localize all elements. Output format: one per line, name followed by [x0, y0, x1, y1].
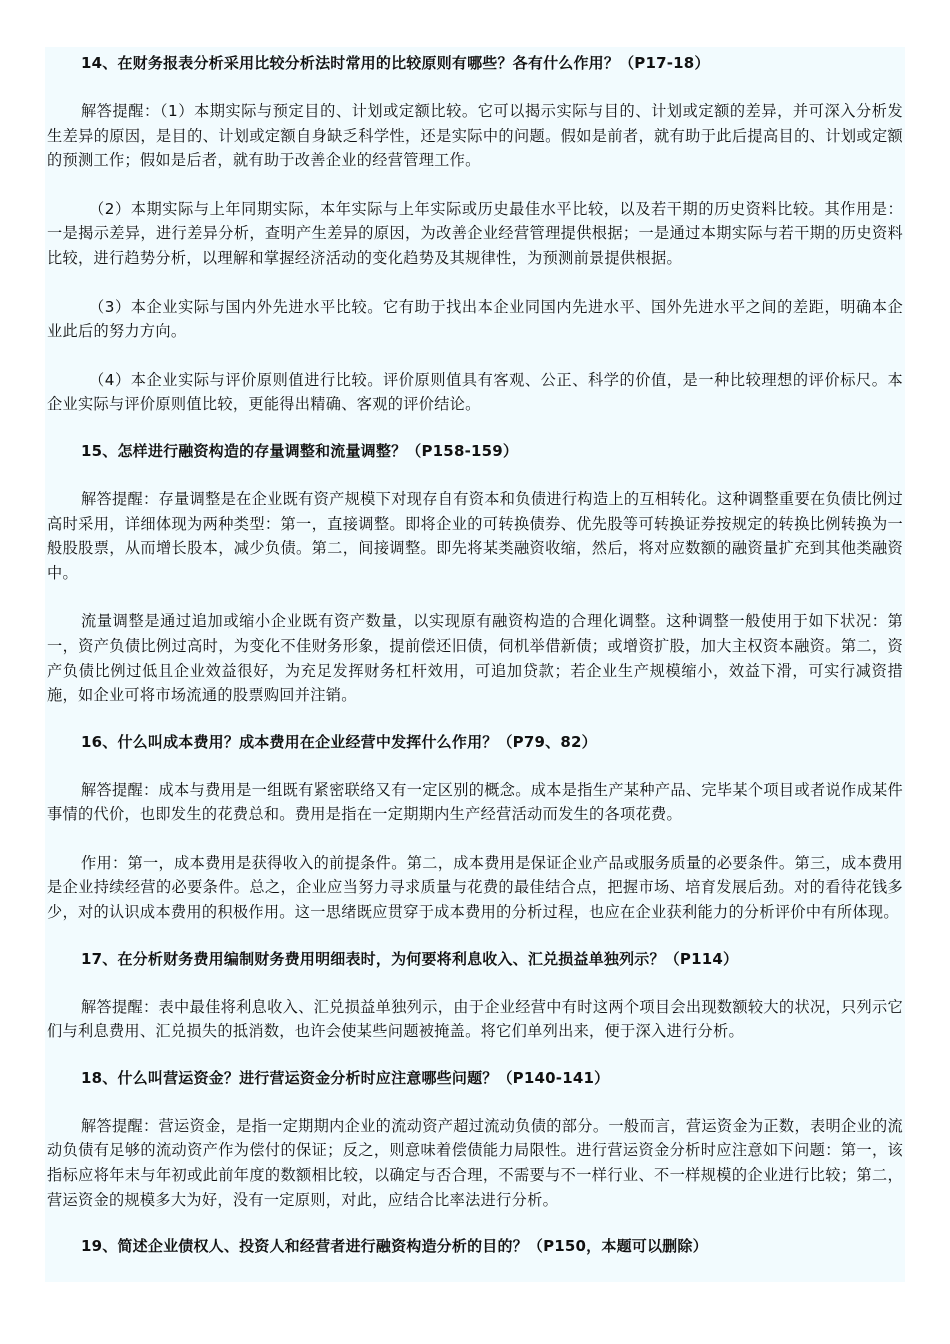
answer-14-paragraph-1: 解答提醒：（1）本期实际与预定目的、计划或定额比较。它可以揭示实际与目的、计划或定额的差异，并可深入分析发生差异的原因，是目的、计划或定额自身缺乏科学性，还是实际中的问题。假如是前者，就有助于此后提高目的、计划或定额的预测工作；假如是后者，就有助于改善企业的经营管理工作。	[47, 102, 903, 170]
question-16-heading: 16、什么叫成本费用？成本费用在企业经营中发挥什么作用？（P79、82）	[81, 732, 597, 751]
answer-16-paragraph-1: 解答提醒：成本与费用是一组既有紧密联络又有一定区别的概念。成本是指生产某种产品、完毕某个项目或者说作成某件事情的代价，也即发生的花费总和。费用是指在一定期期内生产经营活动而发生的各项花费。	[47, 780, 903, 824]
answer-16-paragraph-2: 作用：第一，成本费用是获得收入的前提条件。第二，成本费用是保证企业产品或服务质量的必要条件。第三，成本费用是企业持续经营的必要条件。总之，企业应当努力寻求质量与花费的最佳结合点，把握市场、培育发展后劲。对的看待花钱多少，对的认识成本费用的积极作用。这一思绪既应贯穿于成本费用的分析过程，也应在企业获利能力的分析评价中有所体现。	[47, 853, 903, 922]
answer-14-paragraph-4: （4）本企业实际与评价原则值进行比较。评价原则值具有客观、公正、科学的价值，是一种比较理想的评价标尺。本企业实际与评价原则值比较，更能得出精确、客观的评价结论。	[47, 370, 903, 414]
question-19-heading: 19、简述企业债权人、投资人和经营者进行融资构造分析的目的？（P150，本题可以删除）	[81, 1237, 708, 1256]
answer-14-paragraph-3: （3）本企业实际与国内外先进水平比较。它有助于找出本企业同国内先进水平、国外先进水平之间的差距，明确本企业此后的努力方向。	[47, 297, 903, 341]
answer-14-paragraph-2: （2）本期实际与上年同期实际，本年实际与上年实际或历史最佳水平比较，以及若干期的历史资料比较。其作用是：一是揭示差异，进行差异分析，查明产生差异的原因，为改善企业经营管理提供根据；一是通过本期实际与若干期的历史资料比较，进行趋势分析，以理解和掌握经济活动的变化趋势及其规律性，为预测前景提供根据。	[47, 199, 903, 267]
question-14-heading: 14、在财务报表分析采用比较分析法时常用的比较原则有哪些？各有什么作用？（P17-18）	[81, 54, 710, 72]
answer-15-paragraph-2: 流量调整是通过追加或缩小企业既有资产数量，以实现原有融资构造的合理化调整。这种调整一般使用于如下状况：第一，资产负债比例过高时，为变化不佳财务形象，提前偿还旧债，伺机举借新债；或增资扩股，加大主权资本融资。第二，资产负债比例过低且企业效益很好，为充足发挥财务杠杆效用，可追加贷款；若企业生产规模缩小，效益下滑，可实行减资措施，如企业可将市场流通的股票购回并注销。	[47, 612, 903, 705]
question-17-heading: 17、在分析财务费用编制财务费用明细表时，为何要将利息收入、汇兑损益单独列示？（P114）	[81, 949, 739, 968]
document-content	[45, 47, 905, 1258]
question-15-heading: 15、怎样进行融资构造的存量调整和流量调整？（P158-159）	[81, 441, 519, 460]
question-18-heading: 18、什么叫营运资金？进行营运资金分析时应注意哪些问题？（P140-141）	[81, 1068, 610, 1087]
answer-15-paragraph-1: 解答提醒：存量调整是在企业既有资产规模下对现存自有资本和负债进行构造上的互相转化。这种调整重要在负债比例过高时采用，详细体现为两种类型：第一，直接调整。即将企业的可转换债券、优先股等可转换证券按规定的转换比例转换为一般股股票，从而增长股本，减少负债。第二，间接调整。即先将某类融资收缩，然后，将对应数额的融资量扩充到其他类融资中。	[47, 489, 903, 582]
document-page	[45, 47, 905, 1282]
answer-18-paragraph-1: 解答提醒：营运资金，是指一定期期内企业的流动资产超过流动负债的部分。一般而言，营运资金为正数，表明企业的流动负债有足够的流动资产作为偿付的保证；反之，则意味着偿债能力局限性。进行营运资金分析时应注意如下问题：第一，该指标应将年末与年初或此前年度的数额相比较，以确定与否合理，不需要与不一样行业、不一样规模的企业进行比较；第二，营运资金的规模多大为好，没有一定原则，对此，应结合比率法进行分析。	[47, 1116, 903, 1209]
answer-17-paragraph-1: 解答提醒：表中最佳将利息收入、汇兑损益单独列示，由于企业经营中有时这两个项目会出现数额较大的状况，只列示它们与利息费用、汇兑损失的抵消数，也许会使某些问题被掩盖。将它们单列出来，便于深入进行分析。	[47, 997, 903, 1041]
